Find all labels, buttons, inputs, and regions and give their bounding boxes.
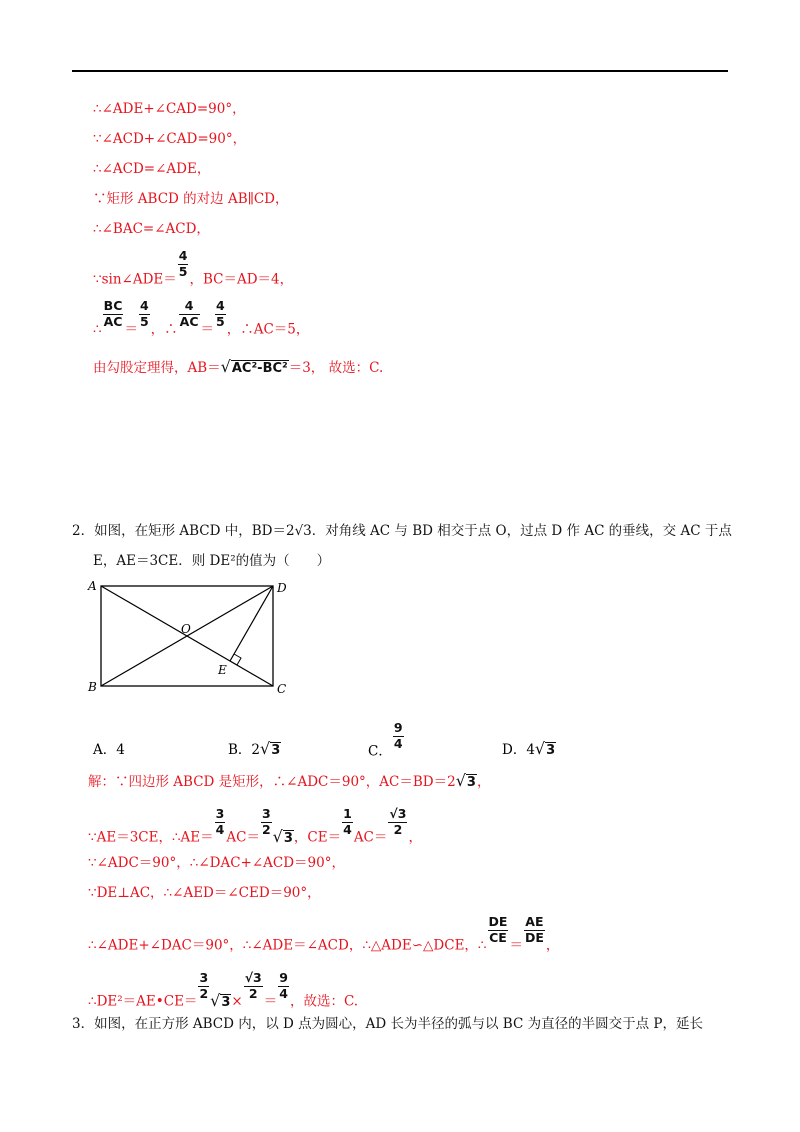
sol2-line-3: ∵∠ADC＝90°，∴∠DAC+∠ACD＝90°，	[88, 855, 345, 871]
sol1-line-5: ∴∠BAC=∠ACD，	[93, 221, 210, 237]
sol1-line-7: ∴ $\frac{BC}{AC}$ ＝ $\frac{4}{5}$ ，∴ $\frac{4}{AC}$ ＝ $\frac{4}{5}$ ，∴AC＝5，	[93, 298, 310, 338]
label-b: B	[88, 680, 97, 694]
fraction-4-5: $\frac{4}{5}$	[178, 248, 188, 279]
problem3-line-1: 3．如图，在正方形 ABCD 内，以 D 点为圆心，AD 长为半径的弧与以 BC 为直径的半圆交于点 P，延长	[72, 1016, 703, 1032]
label-a: A	[88, 579, 97, 593]
fraction-9-4: $\frac{9}{4}$	[393, 720, 403, 751]
fraction-3-2-b: $\frac{3}{2}$	[199, 970, 209, 1001]
label-o: O	[181, 622, 191, 636]
fraction-ae-de: $\frac{AE}{DE}$	[524, 914, 544, 945]
fraction-9-4-b: $\frac{9}{4}$	[279, 970, 288, 1001]
sol2-line-5: ∴∠ADE+∠DAC＝90°，∴∠ADE＝∠ACD，∴△ADE∽△DCE，∴ $\frac{DE}{CE}$ ＝ $\frac{AE}{DE}$ ，	[88, 914, 560, 954]
fraction-1-4: $\frac{1}{4}$	[343, 806, 352, 837]
radical-3-c: √3	[210, 990, 231, 1010]
problem2-line-2: E，AE＝3CE．则 DE²的值为（ ）	[93, 553, 331, 569]
rectangle-diagram	[86, 576, 296, 698]
fraction-root3-2-b: $\frac{√3}{2}$	[244, 970, 262, 1001]
option-b[interactable]: B．2√3	[228, 739, 281, 758]
sol1-line-6-tail: ，BC＝AD＝4，	[189, 271, 294, 288]
right-angle-mark	[230, 654, 241, 665]
sol1-line-1: ∴∠ADE+∠CAD=90°，	[93, 101, 246, 117]
problem2-line-1: 2．如图，在矩形 ABCD 中，BD＝2√3．对角线 AC 与 BD 相交于点 O，过点 D 作 AC 的垂线，交 AC 于点	[72, 523, 732, 539]
sol1-line-6-text: ∵sin∠ADE＝	[93, 271, 177, 288]
fraction-bc-ac: $\frac{BC}{AC}$	[103, 298, 123, 329]
sol1-line-6	[93, 250, 293, 289]
fraction-de-ce: $\frac{DE}{CE}$	[488, 914, 508, 945]
option-c[interactable]: C． $\frac{9}{4}$	[368, 720, 403, 760]
segment-de	[230, 586, 273, 661]
sol1-line-2: ∵∠ACD+∠CAD=90°，	[93, 131, 247, 147]
fraction-root3-2: $\frac{√3}{2}$	[389, 806, 407, 837]
option-d[interactable]: D．4√3	[502, 739, 556, 758]
option-a[interactable]: A．4	[93, 742, 125, 758]
label-d: D	[277, 581, 287, 595]
sol1-line-4: ∵矩形 ABCD 的对边 AB∥CD，	[93, 191, 289, 207]
label-c: C	[277, 682, 287, 696]
radical-3-d: √3	[534, 739, 556, 758]
sol2-line-6: ∴DE²＝AE•CE＝ $\frac{3}{2}$ √3× $\frac{√3}{2}$ ＝ $\frac{9}{4}$ ，故选：C.	[88, 970, 359, 1010]
fraction-4-ac: $\frac{4}{AC}$	[179, 298, 199, 329]
label-e: E	[218, 663, 227, 677]
sol2-line-4: ∵DE⊥AC，∴∠AED＝∠CED＝90°，	[88, 885, 321, 901]
radical-3-b: √3	[272, 826, 293, 846]
radical-ac-bc: √AC²-BC²	[220, 357, 288, 376]
fraction-4-5-b: $\frac{4}{5}$	[139, 298, 149, 329]
sol2-line-1: 解：∵四边形 ABCD 是矩形，∴∠ADC＝90°，AC＝BD＝2√3，	[88, 771, 491, 790]
sol1-line-3: ∴∠ACD=∠ADE，	[93, 161, 211, 177]
fraction-3-2: $\frac{3}{2}$	[261, 806, 271, 837]
fraction-3-4: $\frac{3}{4}$	[215, 806, 225, 837]
header-rule	[72, 70, 728, 72]
sol2-line-2: ∵AE＝3CE，∴AE＝ $\frac{3}{4}$ AC＝ $\frac{3}{2}$ √3，CE＝ $\frac{1}{4}$ AC＝ $\frac{√3}{2}$ ，	[88, 806, 422, 846]
radical-3: √3	[260, 739, 281, 758]
fraction-4-5-c: $\frac{4}{5}$	[216, 298, 225, 329]
sol1-line-8: 由勾股定理得，AB＝√AC²-BC²＝3， 故选：C.	[93, 357, 384, 376]
radical-3-sol: √3	[455, 771, 476, 790]
